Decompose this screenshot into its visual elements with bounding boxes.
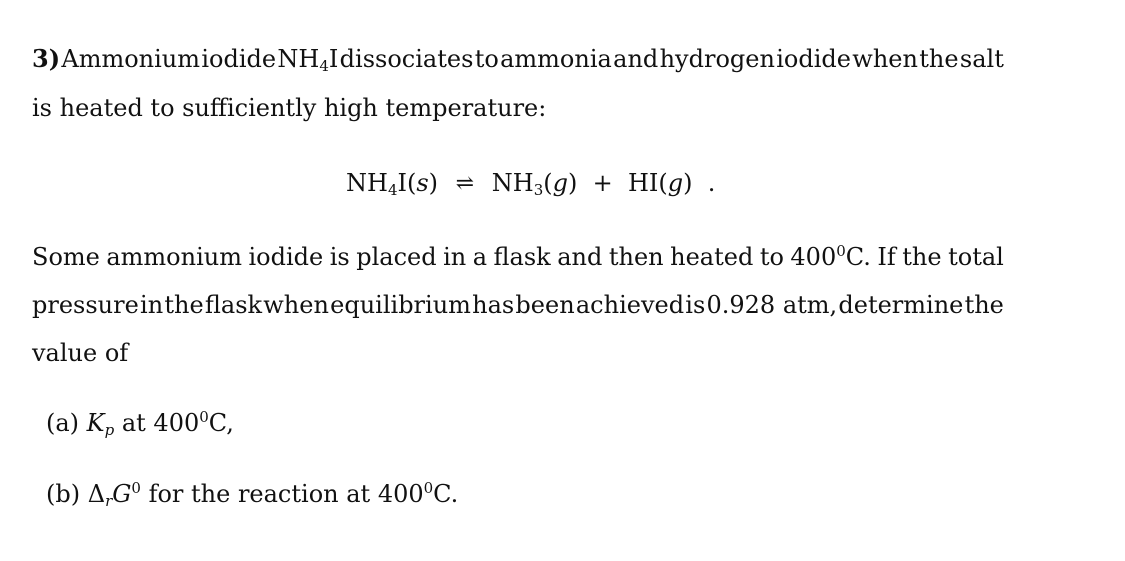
part-a: (a) $K_p$ at $400^0C$, — [46, 408, 234, 439]
equation-period: . — [707, 169, 716, 197]
equilibrium-arrow: ⇌ — [455, 171, 475, 196]
plus-sign: + — [592, 169, 613, 197]
intro-line-1: 3) Ammonium iodide $NH_4I$ dissociates to ammonia and hydrogen iodide when the salt — [32, 44, 1004, 75]
product-ammonia: $NH_3(g)$ — [491, 169, 578, 199]
body-line-2: pressure in the flask when equilibrium has been achieved is 0.928 atm, determine the — [32, 291, 1004, 319]
part-b: (b) $\Delta_rG^0$ for the reaction at $400^0C$. — [46, 479, 459, 510]
intro-line-2: is heated to sufficiently high temperature: — [32, 94, 547, 122]
reactant: $NH_4I(s)$ — [346, 169, 439, 199]
reaction-equation — [346, 168, 715, 199]
body-line-1: Some ammonium iodide is placed in a flask and then heated to $400^0C$. If the total — [32, 242, 1004, 271]
body-line-3: value of — [32, 339, 129, 367]
problem-number: 3) — [32, 44, 61, 73]
product-hi: HI(g) — [628, 169, 693, 197]
